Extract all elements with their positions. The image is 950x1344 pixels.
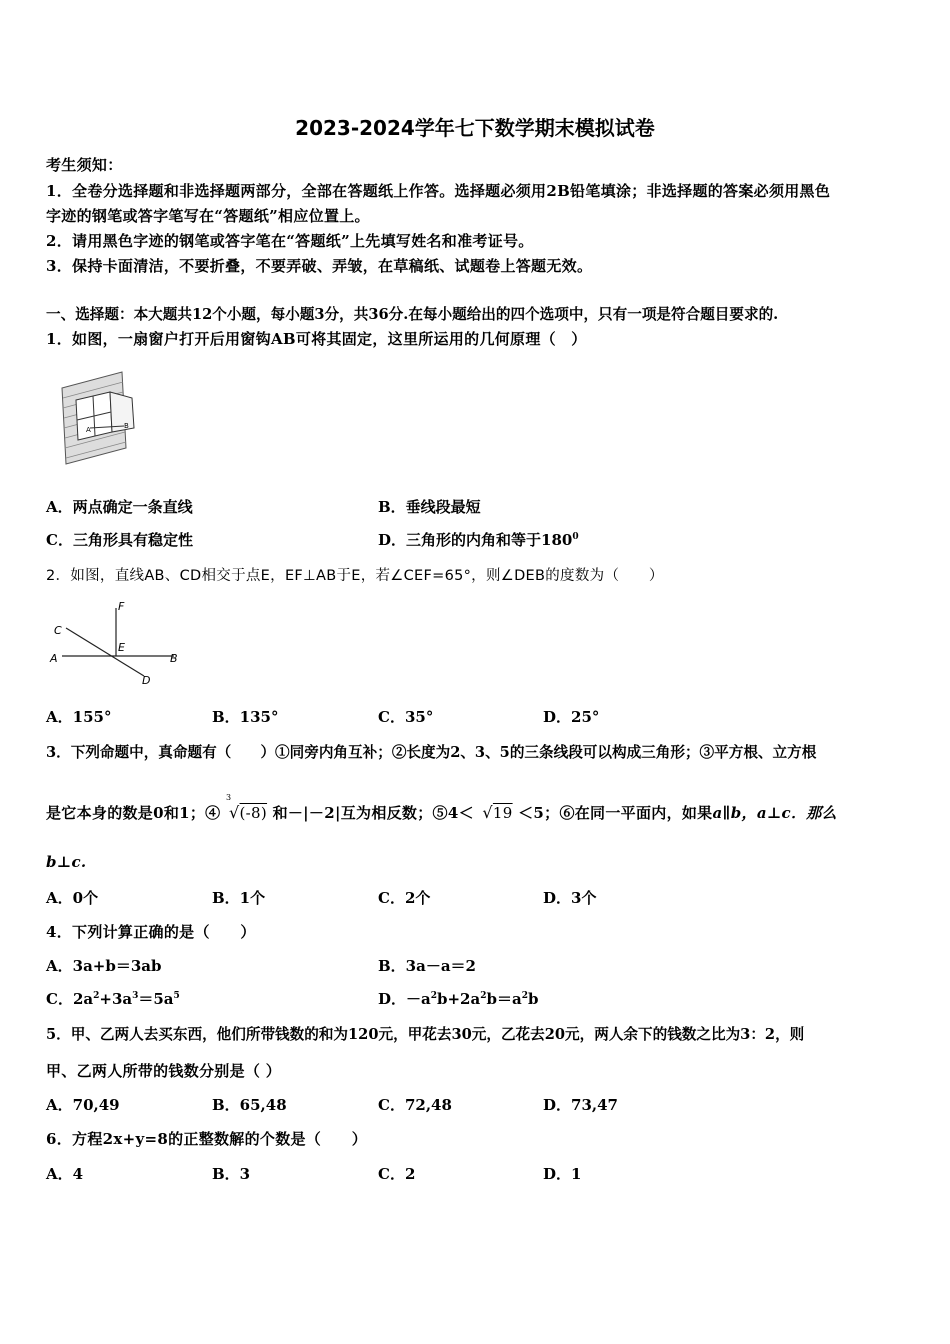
q4d-part4: b	[527, 990, 539, 1008]
notice-item-1-cont: 字迹的钢笔或答字笔写在“答题纸”相应位置上。	[46, 207, 370, 225]
q3-line2-b: 和－|－2|互为相反数；⑤4＜	[272, 804, 474, 822]
q3-line2	[46, 793, 837, 823]
square-root-radicand: 19	[492, 804, 513, 822]
q3-option-c[interactable]: C．2个	[378, 889, 431, 907]
q4d-sup2: 2	[480, 991, 487, 1001]
notice-heading: 考生须知：	[46, 156, 123, 174]
q2-stem: 2．如图，直线AB、CD相交于点E，EF⊥AB于E，若∠CEF=65°，则∠DEB的度数为（ ）	[46, 568, 664, 584]
q4c-part3: ＝5a	[138, 990, 174, 1008]
label-a: A	[50, 652, 58, 665]
window-label-a: A	[86, 426, 91, 434]
q4-option-d[interactable]	[378, 988, 538, 1009]
q4c-sup1: 2	[93, 991, 100, 1001]
degree-sup: 0	[572, 532, 579, 542]
q4d-sup3: 2	[521, 991, 528, 1001]
q5-option-c[interactable]: C．72,48	[378, 1096, 452, 1114]
q3-line1: 3．下列命题中，真命题有（ ）①同旁内角互补；②长度为2、3、5的三条线段可以构成三角形；③平方根、立方根	[46, 744, 817, 761]
q3-option-b[interactable]: B．1个	[212, 889, 266, 907]
q4d-sup1: 2	[430, 991, 437, 1001]
q6-option-b[interactable]: B．3	[212, 1165, 251, 1183]
lines-figure	[46, 598, 186, 690]
q2-option-b[interactable]: B．135°	[212, 708, 279, 726]
q4-option-a[interactable]: A．3a+b＝3ab	[46, 957, 162, 975]
page-title: 2023-2024学年七下数学期末模拟试卷	[295, 116, 655, 140]
q3-line2-c: ＜5；⑥在同一平面内，如果	[518, 804, 713, 822]
label-b: B	[170, 652, 178, 665]
q1-option-d-text: D．三角形的内角和等于180	[378, 531, 573, 549]
notice-item-3: 3．保持卡面清洁，不要折叠，不要弄破、弄皱，在草稿纸、试题卷上答题无效。	[46, 257, 593, 275]
q4c-sup2: 3	[132, 991, 139, 1001]
q2-option-d[interactable]: D．25°	[543, 708, 600, 726]
q5-option-b[interactable]: B．65,48	[212, 1096, 287, 1114]
q4c-sup3: 5	[173, 991, 180, 1001]
q6-option-a[interactable]: A．4	[46, 1165, 84, 1183]
square-root: √19	[482, 803, 513, 822]
q3-option-d[interactable]: D．3个	[543, 889, 597, 907]
cube-root: 3 √(-8)	[226, 793, 268, 822]
label-d: D	[142, 674, 151, 687]
q5-line2: 甲、乙两人所带的钱数分别是（ ）	[46, 1062, 282, 1080]
q5-option-d[interactable]: D．73,47	[543, 1096, 618, 1114]
q5-line1: 5．甲、乙两人去买东西，他们所带钱数的和为120元，甲花去30元，乙花去20元，两人余下的钱数之比为3：2，则	[46, 1026, 805, 1043]
notice-item-1: 1．全卷分选择题和非选择题两部分，全部在答题纸上作答。选择题必须用2B铅笔填涂；非选择题的答案必须用黑色	[46, 182, 831, 200]
q4c-part2: +3a	[99, 990, 133, 1008]
q1-option-a[interactable]: A．两点确定一条直线	[46, 498, 193, 516]
q4d-part3: b＝a	[486, 990, 522, 1008]
q6-option-d[interactable]: D．1	[543, 1165, 582, 1183]
label-e: E	[118, 641, 125, 654]
notice-item-2: 2．请用黑色字迹的钢笔或答字笔在“答题纸”上先填写姓名和准考证号。	[46, 232, 534, 250]
q3-line3: b⊥c.	[46, 853, 87, 871]
window-figure	[60, 370, 140, 466]
q3-line2-a: 是它本身的数是0和1；④	[46, 804, 221, 822]
q1-stem: 1．如图，一扇窗户打开后用窗钩AB可将其固定，这里所运用的几何原理（ ）	[46, 330, 587, 348]
q6-option-c[interactable]: C．2	[378, 1165, 416, 1183]
label-f: F	[118, 600, 125, 613]
section-heading: 一、选择题：本大题共12个小题，每小题3分，共36分.在每小题给出的四个选项中，只有一项是符合题目要求的.	[46, 306, 779, 323]
q3-line2-d: a∥b，a⊥c．那么	[712, 804, 837, 822]
window-label-b: B	[124, 422, 129, 430]
q4c-part1: C．2a	[46, 990, 94, 1008]
q6-stem: 6．方程2x+y=8的正整数解的个数是（ ）	[46, 1130, 368, 1148]
q2-option-a[interactable]: A．155°	[46, 708, 112, 726]
q5-option-a[interactable]: A．70,49	[46, 1096, 120, 1114]
q2-option-c[interactable]: C．35°	[378, 708, 434, 726]
q4d-part2: b+2a	[437, 990, 481, 1008]
q4-option-b[interactable]: B．3a－a＝2	[378, 957, 476, 975]
q4d-part1: D．－a	[378, 990, 431, 1008]
q4-option-c[interactable]	[46, 988, 180, 1009]
q1-option-c[interactable]: C．三角形具有稳定性	[46, 531, 193, 549]
cube-root-radicand: (-8)	[239, 804, 268, 822]
label-c: C	[54, 624, 62, 637]
q1-option-b[interactable]: B．垂线段最短	[378, 498, 481, 516]
cube-root-index: 3	[226, 793, 232, 802]
q1-option-d[interactable]	[378, 529, 579, 550]
q3-option-a[interactable]: A．0个	[46, 889, 99, 907]
q4-stem: 4．下列计算正确的是（ ）	[46, 923, 256, 941]
